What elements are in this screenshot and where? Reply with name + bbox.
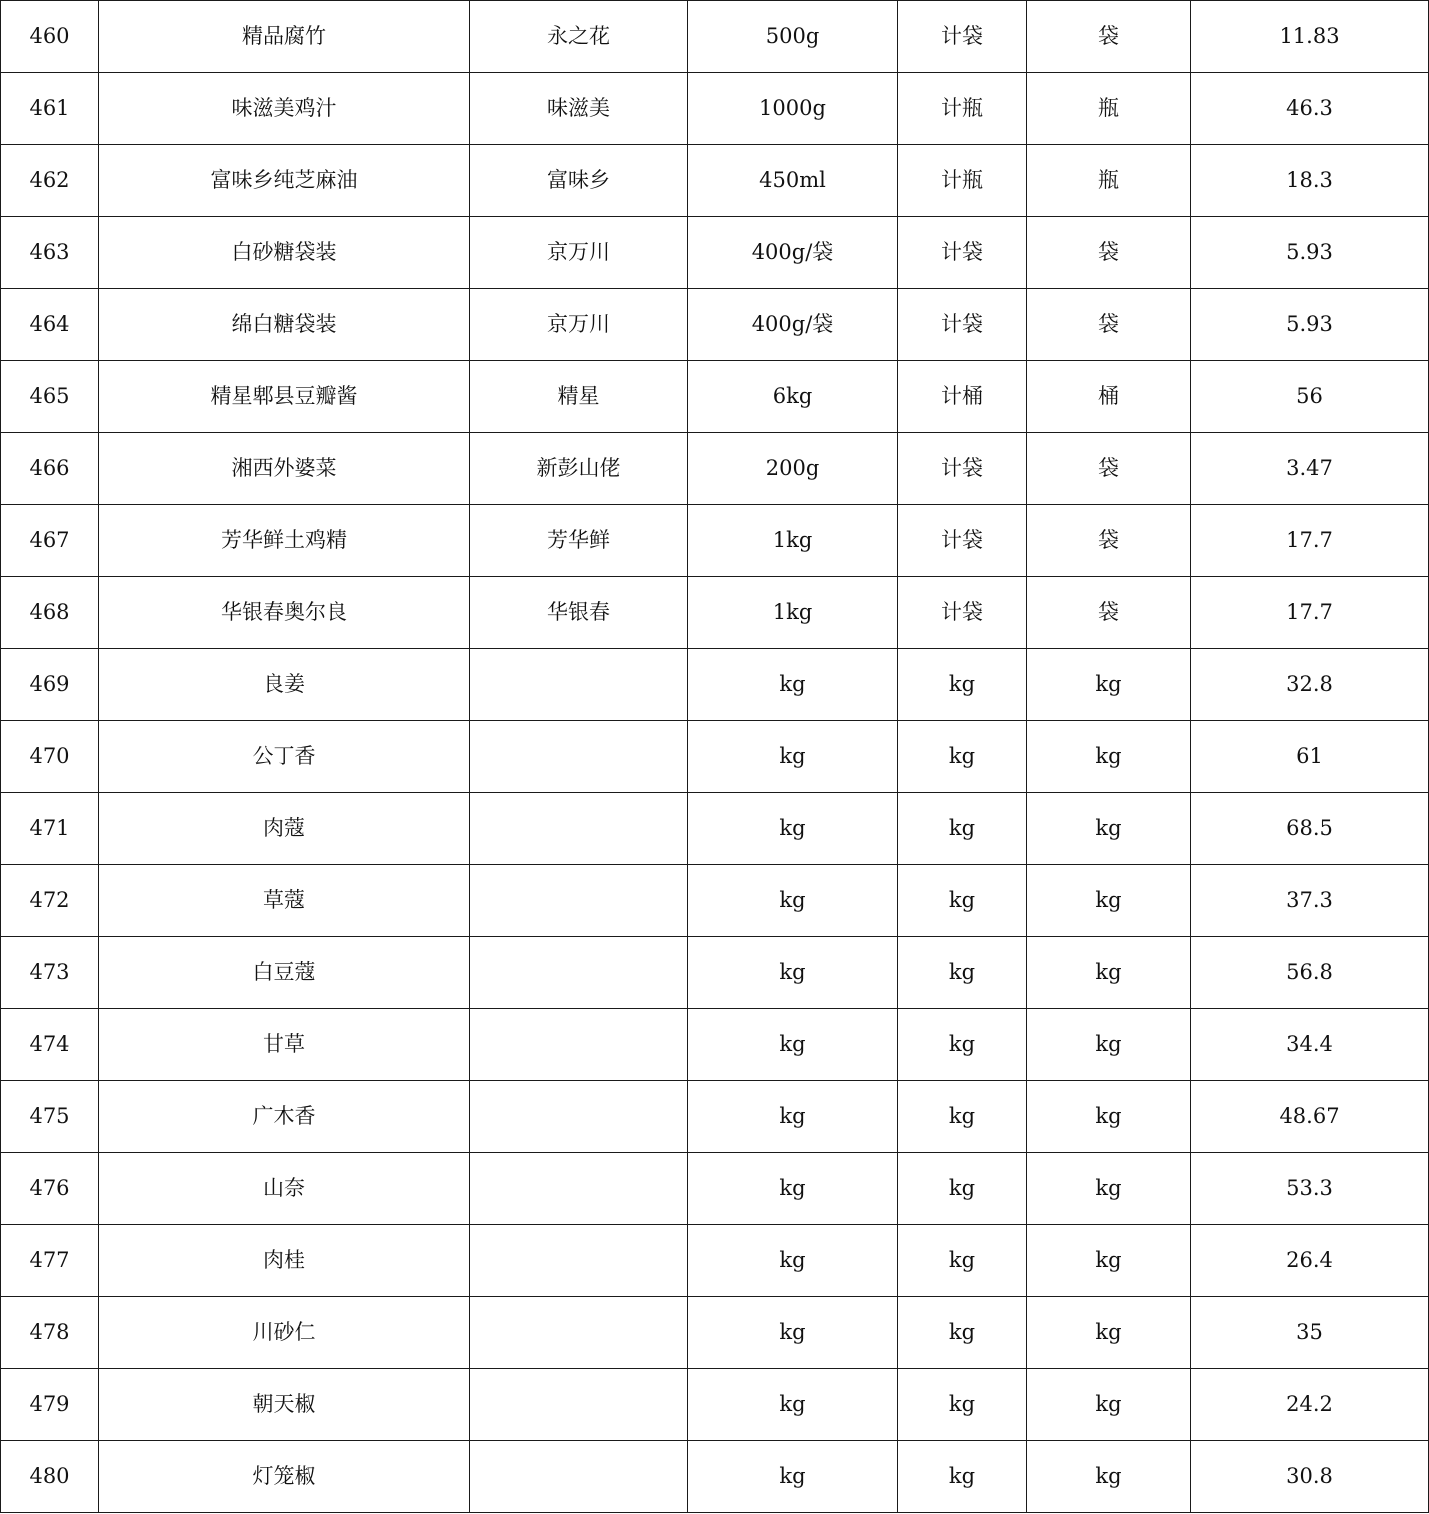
price-cell: 32.8 [1191,649,1429,721]
spec-cell: kg [688,1153,898,1225]
product-name-cell: 白砂糖袋装 [99,217,470,289]
pricing-method-cell: 计袋 [898,1,1027,73]
table-row [1,793,1429,865]
unit-cell: kg [1027,1441,1191,1513]
brand-cell [470,649,688,721]
product-name-cell: 味滋美鸡汁 [99,73,470,145]
table-row [1,649,1429,721]
table-row [1,1225,1429,1297]
brand-cell [470,1441,688,1513]
spec-cell: kg [688,649,898,721]
table-row [1,937,1429,1009]
product-name-cell: 公丁香 [99,721,470,793]
unit-cell: 袋 [1027,505,1191,577]
brand-cell [470,1297,688,1369]
row-number-cell: 476 [1,1153,99,1225]
row-number-cell: 469 [1,649,99,721]
product-name-cell: 良姜 [99,649,470,721]
unit-cell: 瓶 [1027,145,1191,217]
product-name-cell: 华银春奥尔良 [99,577,470,649]
price-cell: 48.67 [1191,1081,1429,1153]
brand-cell: 新彭山佬 [470,433,688,505]
price-cell: 30.8 [1191,1441,1429,1513]
price-cell: 56.8 [1191,937,1429,1009]
spec-cell: kg [688,865,898,937]
product-name-cell: 肉桂 [99,1225,470,1297]
pricing-method-cell: 计袋 [898,433,1027,505]
table-row [1,721,1429,793]
brand-cell [470,1081,688,1153]
spec-cell: kg [688,1441,898,1513]
price-cell: 34.4 [1191,1009,1429,1081]
table-row [1,865,1429,937]
spec-cell: kg [688,1225,898,1297]
pricing-method-cell: kg [898,1225,1027,1297]
product-name-cell: 肉蔻 [99,793,470,865]
brand-cell: 精星 [470,361,688,433]
unit-cell: 桶 [1027,361,1191,433]
pricing-method-cell: 计瓶 [898,73,1027,145]
spec-cell: 200g [688,433,898,505]
pricing-method-cell: 计瓶 [898,145,1027,217]
unit-cell: 袋 [1027,433,1191,505]
row-number-cell: 477 [1,1225,99,1297]
pricing-method-cell: kg [898,865,1027,937]
table-row [1,1153,1429,1225]
row-number-cell: 473 [1,937,99,1009]
brand-cell [470,1369,688,1441]
price-cell: 37.3 [1191,865,1429,937]
table-row [1,289,1429,361]
row-number-cell: 462 [1,145,99,217]
pricing-method-cell: kg [898,1297,1027,1369]
table-row [1,1369,1429,1441]
pricing-method-cell: kg [898,1153,1027,1225]
unit-cell: 袋 [1027,577,1191,649]
pricing-method-cell: kg [898,793,1027,865]
row-number-cell: 471 [1,793,99,865]
unit-cell: kg [1027,1369,1191,1441]
spec-cell: 6kg [688,361,898,433]
unit-cell: 袋 [1027,289,1191,361]
price-cell: 11.83 [1191,1,1429,73]
unit-cell: 袋 [1027,1,1191,73]
spec-cell: 500g [688,1,898,73]
unit-cell: 袋 [1027,217,1191,289]
brand-cell: 华银春 [470,577,688,649]
spec-cell: 1kg [688,577,898,649]
table-row [1,577,1429,649]
row-number-cell: 479 [1,1369,99,1441]
product-name-cell: 草蔻 [99,865,470,937]
table-row [1,361,1429,433]
pricing-method-cell: 计袋 [898,577,1027,649]
table-row [1,73,1429,145]
spec-cell: kg [688,1369,898,1441]
price-cell: 24.2 [1191,1369,1429,1441]
price-cell: 17.7 [1191,505,1429,577]
price-cell: 5.93 [1191,217,1429,289]
unit-cell: kg [1027,865,1191,937]
spec-cell: kg [688,1081,898,1153]
row-number-cell: 472 [1,865,99,937]
spec-cell: kg [688,937,898,1009]
table-row [1,217,1429,289]
price-cell: 68.5 [1191,793,1429,865]
product-name-cell: 绵白糖袋装 [99,289,470,361]
brand-cell [470,1225,688,1297]
product-name-cell: 灯笼椒 [99,1441,470,1513]
product-name-cell: 山奈 [99,1153,470,1225]
price-table-body [1,1,1429,1513]
table-row [1,145,1429,217]
table-row [1,1081,1429,1153]
brand-cell [470,865,688,937]
row-number-cell: 478 [1,1297,99,1369]
product-name-cell: 川砂仁 [99,1297,470,1369]
brand-cell: 京万川 [470,217,688,289]
product-name-cell: 富味乡纯芝麻油 [99,145,470,217]
spec-cell: 450ml [688,145,898,217]
brand-cell: 京万川 [470,289,688,361]
pricing-method-cell: kg [898,937,1027,1009]
table-row [1,433,1429,505]
pricing-method-cell: 计桶 [898,361,1027,433]
pricing-method-cell: kg [898,1009,1027,1081]
price-cell: 26.4 [1191,1225,1429,1297]
product-name-cell: 广木香 [99,1081,470,1153]
pricing-method-cell: kg [898,721,1027,793]
spec-cell: 1000g [688,73,898,145]
product-name-cell: 湘西外婆菜 [99,433,470,505]
price-cell: 35 [1191,1297,1429,1369]
pricing-method-cell: kg [898,649,1027,721]
row-number-cell: 464 [1,289,99,361]
row-number-cell: 467 [1,505,99,577]
price-cell: 46.3 [1191,73,1429,145]
unit-cell: kg [1027,1153,1191,1225]
pricing-method-cell: kg [898,1081,1027,1153]
brand-cell [470,1153,688,1225]
pricing-method-cell: kg [898,1441,1027,1513]
unit-cell: kg [1027,721,1191,793]
row-number-cell: 460 [1,1,99,73]
row-number-cell: 474 [1,1009,99,1081]
brand-cell [470,793,688,865]
unit-cell: kg [1027,1081,1191,1153]
brand-cell: 富味乡 [470,145,688,217]
spec-cell: kg [688,721,898,793]
price-cell: 61 [1191,721,1429,793]
brand-cell: 味滋美 [470,73,688,145]
table-row [1,1297,1429,1369]
product-name-cell: 芳华鲜土鸡精 [99,505,470,577]
price-cell: 17.7 [1191,577,1429,649]
price-cell: 5.93 [1191,289,1429,361]
pricing-method-cell: kg [898,1369,1027,1441]
product-name-cell: 白豆蔻 [99,937,470,1009]
product-name-cell: 精星郫县豆瓣酱 [99,361,470,433]
table-row [1,1441,1429,1513]
pricing-method-cell: 计袋 [898,217,1027,289]
brand-cell [470,1009,688,1081]
brand-cell: 永之花 [470,1,688,73]
row-number-cell: 466 [1,433,99,505]
unit-cell: kg [1027,1225,1191,1297]
unit-cell: kg [1027,649,1191,721]
pricing-method-cell: 计袋 [898,289,1027,361]
table-row [1,1,1429,73]
unit-cell: 瓶 [1027,73,1191,145]
row-number-cell: 463 [1,217,99,289]
unit-cell: kg [1027,1009,1191,1081]
spec-cell: 400g/袋 [688,289,898,361]
spec-cell: 400g/袋 [688,217,898,289]
brand-cell [470,937,688,1009]
row-number-cell: 468 [1,577,99,649]
row-number-cell: 461 [1,73,99,145]
unit-cell: kg [1027,1297,1191,1369]
product-name-cell: 甘草 [99,1009,470,1081]
spec-cell: 1kg [688,505,898,577]
brand-cell: 芳华鲜 [470,505,688,577]
pricing-method-cell: 计袋 [898,505,1027,577]
row-number-cell: 470 [1,721,99,793]
row-number-cell: 475 [1,1081,99,1153]
table-row [1,1009,1429,1081]
row-number-cell: 465 [1,361,99,433]
table-row [1,505,1429,577]
unit-cell: kg [1027,793,1191,865]
row-number-cell: 480 [1,1441,99,1513]
unit-cell: kg [1027,937,1191,1009]
product-name-cell: 朝天椒 [99,1369,470,1441]
price-cell: 3.47 [1191,433,1429,505]
spec-cell: kg [688,793,898,865]
spec-cell: kg [688,1297,898,1369]
price-cell: 18.3 [1191,145,1429,217]
price-cell: 53.3 [1191,1153,1429,1225]
spec-cell: kg [688,1009,898,1081]
price-cell: 56 [1191,361,1429,433]
product-name-cell: 精品腐竹 [99,1,470,73]
brand-cell [470,721,688,793]
